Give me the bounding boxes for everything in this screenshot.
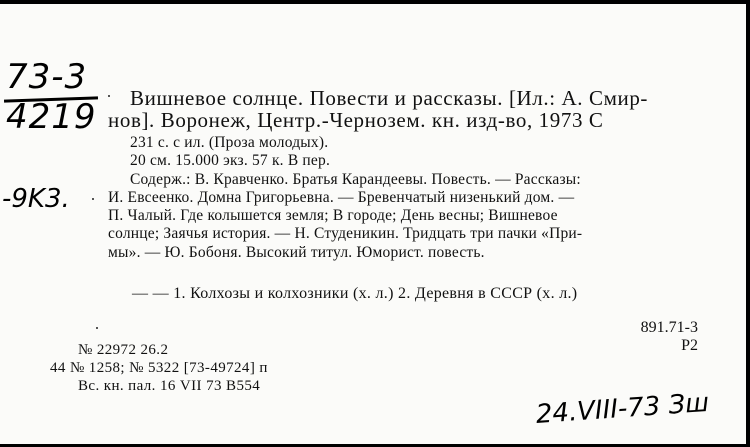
bottom-handwritten-mark: 24.VIII-73 Зш <box>534 387 710 430</box>
registration-line-1: № 22972 26.2 <box>78 342 169 358</box>
card-edge-right <box>746 0 750 447</box>
side-mark: -9K3. <box>2 184 70 214</box>
speck <box>108 95 110 97</box>
description-line: 231 с. с ил. (Проза молодых). <box>130 134 329 151</box>
call-number-top: 73-3 <box>6 57 88 97</box>
description-line: 20 см. 15.000 экз. 57 к. В пер. <box>130 152 331 169</box>
title-line-2: нов]. Воронеж, Центр.-Чернозем. кн. изд-во, 1973 С <box>108 108 604 132</box>
contents-line: П. Чалый. Где колышется земля; В городе; День весны; Вишневое <box>108 207 558 224</box>
call-number-bottom: 4219 <box>6 97 97 137</box>
classification-sub: Р2 <box>681 337 698 354</box>
registration-line-2: 44 № 1258; № 5322 [73-49724] п <box>50 360 268 376</box>
contents-line: И. Евсеенко. Домна Григорьевна. — Бревенчатый низенький дом. — <box>108 189 575 206</box>
contents-line: солнце; Заячья история. — Н. Студеникин. Тридцать три пачки «При- <box>108 225 583 242</box>
contents-line: Содерж.: В. Кравченко. Братья Карандеевы. Повесть. — Рассказы: <box>130 171 581 188</box>
contents-line: мы». — Ю. Бобоня. Высокий титул. Юморист. повесть. <box>108 244 485 261</box>
speck <box>96 327 98 329</box>
card-edge-top <box>0 0 750 4</box>
speck <box>92 198 94 200</box>
subject-headings: — — 1. Колхозы и колхозники (х. л.) 2. Деревня в СССР (х. л.) <box>132 285 578 302</box>
title-line-1: Вишневое солнце. Повести и рассказы. [Ил.: А. Смир- <box>130 86 649 110</box>
registration-line-3: Вс. кн. пал. 16 VII 73 В554 <box>78 378 261 394</box>
classification-number: 891.71-3 <box>640 319 698 336</box>
